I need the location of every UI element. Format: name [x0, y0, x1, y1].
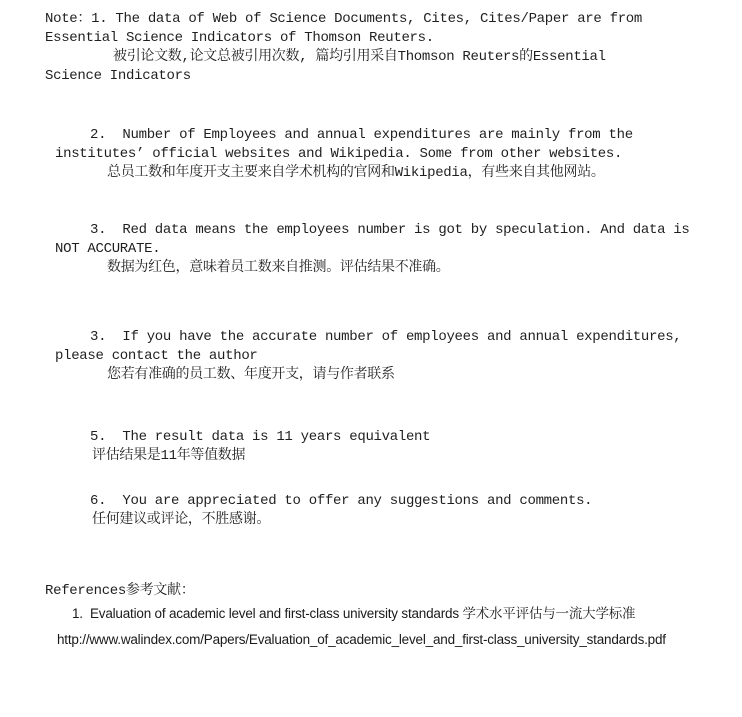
note-block-2: [0, 126, 742, 183]
note-block-5: [0, 428, 742, 466]
note-3-line-1: 3. Red data means the employees number is got by speculation. And data is: [90, 222, 690, 238]
note-6-translation: 任何建议或评论，不胜感谢。: [92, 512, 271, 528]
references-heading: References参考文献：: [45, 583, 195, 599]
note-block-3: [0, 221, 742, 278]
note-1-translation-continued: Science Indicators: [45, 68, 191, 84]
note-3-translation: 数据为红色，意味着员工数来自推测。评估结果不准确。: [107, 260, 450, 276]
note-4-translation: 您若有准确的员工数、年度开支，请与作者联系: [107, 367, 395, 383]
note-3-line-2: NOT ACCURATE.: [55, 241, 161, 257]
note-block-6: [0, 492, 742, 530]
note-2-translation: 总员工数和年度开支主要来自学术机构的官网和Wikipedia，有些来自其他网站。: [107, 165, 605, 181]
note-1-line-2: Essential Science Indicators of Thomson Reuters.: [45, 30, 434, 46]
note-4-line-2: please contact the author: [55, 348, 258, 364]
references-section: [0, 582, 742, 653]
reference-item-1: 1. Evaluation of academic level and first-class university standards 学术水平评估与一流大学标准: [72, 606, 636, 621]
reference-url: http://www.walindex.com/Papers/Evaluation_of_academic_level_and_first-class_university_standards.pdf: [57, 632, 666, 647]
note-5-translation: 评估结果是11年等值数据: [92, 448, 246, 464]
note-block-4: [0, 328, 742, 385]
note-6-line-1: 6. You are appreciated to offer any suggestions and comments.: [90, 493, 593, 509]
note-5-line-1: 5. The result data is 11 years equivalent: [90, 429, 431, 445]
note-1-translation: 被引论文数,论文总被引用次数, 篇均引用采自Thomson Reuters的Essential: [113, 49, 606, 65]
note-2-line-2: institutes’ official websites and Wikipedia. Some from other websites.: [55, 146, 623, 162]
note-4-line-1: 3. If you have the accurate number of employees and annual expenditures,: [90, 329, 682, 345]
note-2-line-1: 2. Number of Employees and annual expenditures are mainly from the: [90, 127, 633, 143]
note-1-line-1: Note：1. The data of Web of Science Documents, Cites, Cites/Paper are from: [45, 11, 642, 27]
note-block-1: [0, 10, 742, 86]
